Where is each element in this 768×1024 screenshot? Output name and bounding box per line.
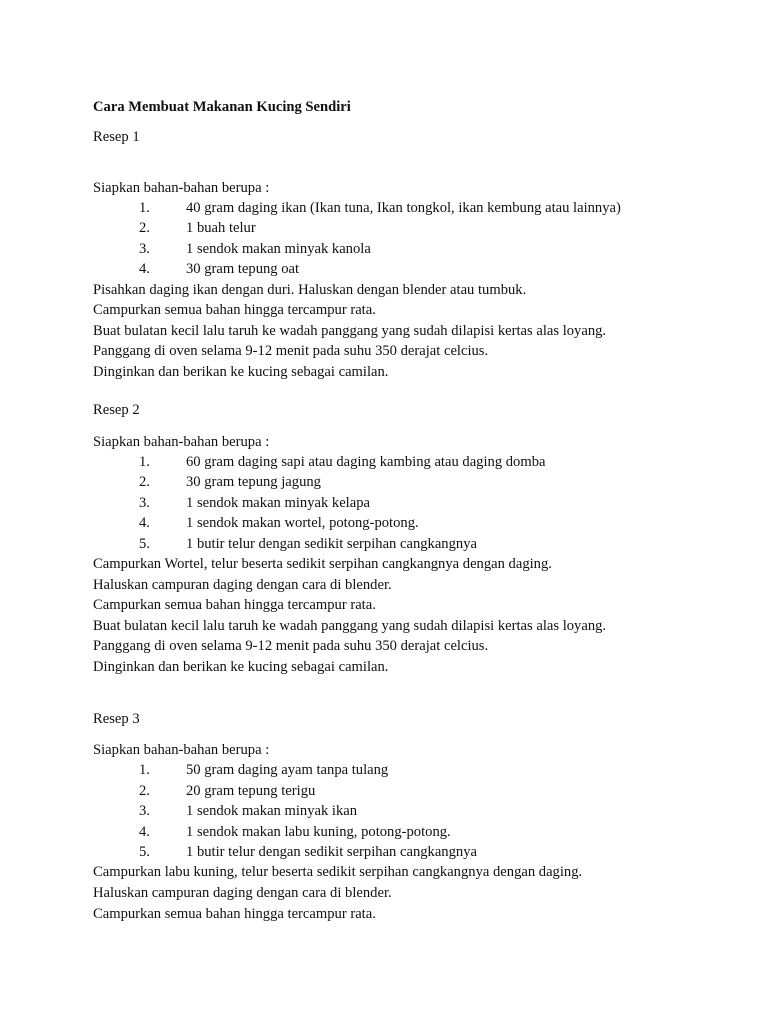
ingredient-number: 1. xyxy=(139,454,150,470)
recipe-intro: Siapkan bahan-bahan berupa : xyxy=(93,434,270,450)
recipe-step: Campurkan semua bahan hingga tercampur rata. xyxy=(93,302,376,318)
ingredient-number: 4. xyxy=(139,261,150,277)
recipe-heading: Resep 3 xyxy=(93,711,140,727)
ingredient-text: 20 gram tepung terigu xyxy=(186,783,316,799)
recipe-step: Pisahkan daging ikan dengan duri. Haluskan dengan blender atau tumbuk. xyxy=(93,282,527,298)
recipe-step: Haluskan campuran daging dengan cara di blender. xyxy=(93,885,392,901)
ingredient-text: 1 buah telur xyxy=(186,220,256,236)
ingredient-number: 3. xyxy=(139,495,150,511)
ingredient-number: 4. xyxy=(139,824,150,840)
ingredient-number: 2. xyxy=(139,220,150,236)
recipe-step: Dinginkan dan berikan ke kucing sebagai camilan. xyxy=(93,364,389,380)
ingredient-text: 1 sendok makan minyak kelapa xyxy=(186,495,370,511)
ingredient-number: 3. xyxy=(139,241,150,257)
recipe-intro: Siapkan bahan-bahan berupa : xyxy=(93,180,270,196)
recipe-step: Haluskan campuran daging dengan cara di blender. xyxy=(93,577,392,593)
ingredient-text: 1 butir telur dengan sedikit serpihan cangkangnya xyxy=(186,844,477,860)
recipe-step: Panggang di oven selama 9-12 menit pada suhu 350 derajat celcius. xyxy=(93,343,489,359)
ingredient-number: 2. xyxy=(139,474,150,490)
recipe-step: Campurkan semua bahan hingga tercampur rata. xyxy=(93,906,376,922)
ingredient-text: 1 sendok makan minyak kanola xyxy=(186,241,371,257)
ingredient-number: 1. xyxy=(139,762,150,778)
ingredient-text: 30 gram tepung jagung xyxy=(186,474,321,490)
ingredient-number: 3. xyxy=(139,803,150,819)
document-title: Cara Membuat Makanan Kucing Sendiri xyxy=(93,99,351,115)
recipe-heading: Resep 2 xyxy=(93,402,140,418)
ingredient-text: 60 gram daging sapi atau daging kambing atau daging domba xyxy=(186,454,546,470)
recipe-step: Panggang di oven selama 9-12 menit pada suhu 350 derajat celcius. xyxy=(93,638,489,654)
recipe-step: Buat bulatan kecil lalu taruh ke wadah panggang yang sudah dilapisi kertas alas loyang. xyxy=(93,323,607,339)
recipe-step: Campurkan Wortel, telur beserta sedikit serpihan cangkangnya dengan daging. xyxy=(93,556,552,572)
ingredient-number: 4. xyxy=(139,515,150,531)
recipe-step: Campurkan semua bahan hingga tercampur rata. xyxy=(93,597,376,613)
recipe-step: Campurkan labu kuning, telur beserta sedikit serpihan cangkangnya dengan daging. xyxy=(93,864,583,880)
recipe-intro: Siapkan bahan-bahan berupa : xyxy=(93,742,270,758)
ingredient-text: 40 gram daging ikan (Ikan tuna, Ikan tongkol, ikan kembung atau lainnya) xyxy=(186,200,621,216)
ingredient-text: 30 gram tepung oat xyxy=(186,261,300,277)
ingredient-text: 1 butir telur dengan sedikit serpihan cangkangnya xyxy=(186,536,477,552)
recipe-step: Dinginkan dan berikan ke kucing sebagai camilan. xyxy=(93,659,389,675)
ingredient-text: 1 sendok makan minyak ikan xyxy=(186,803,358,819)
ingredient-text: 1 sendok makan labu kuning, potong-potong. xyxy=(186,824,451,840)
ingredient-number: 1. xyxy=(139,200,150,216)
recipe-step: Buat bulatan kecil lalu taruh ke wadah panggang yang sudah dilapisi kertas alas loyang. xyxy=(93,618,607,634)
ingredient-number: 5. xyxy=(139,536,150,552)
ingredient-text: 1 sendok makan wortel, potong-potong. xyxy=(186,515,419,531)
ingredient-number: 2. xyxy=(139,783,150,799)
recipe-heading: Resep 1 xyxy=(93,129,140,145)
ingredient-text: 50 gram daging ayam tanpa tulang xyxy=(186,762,389,778)
ingredient-number: 5. xyxy=(139,844,150,860)
